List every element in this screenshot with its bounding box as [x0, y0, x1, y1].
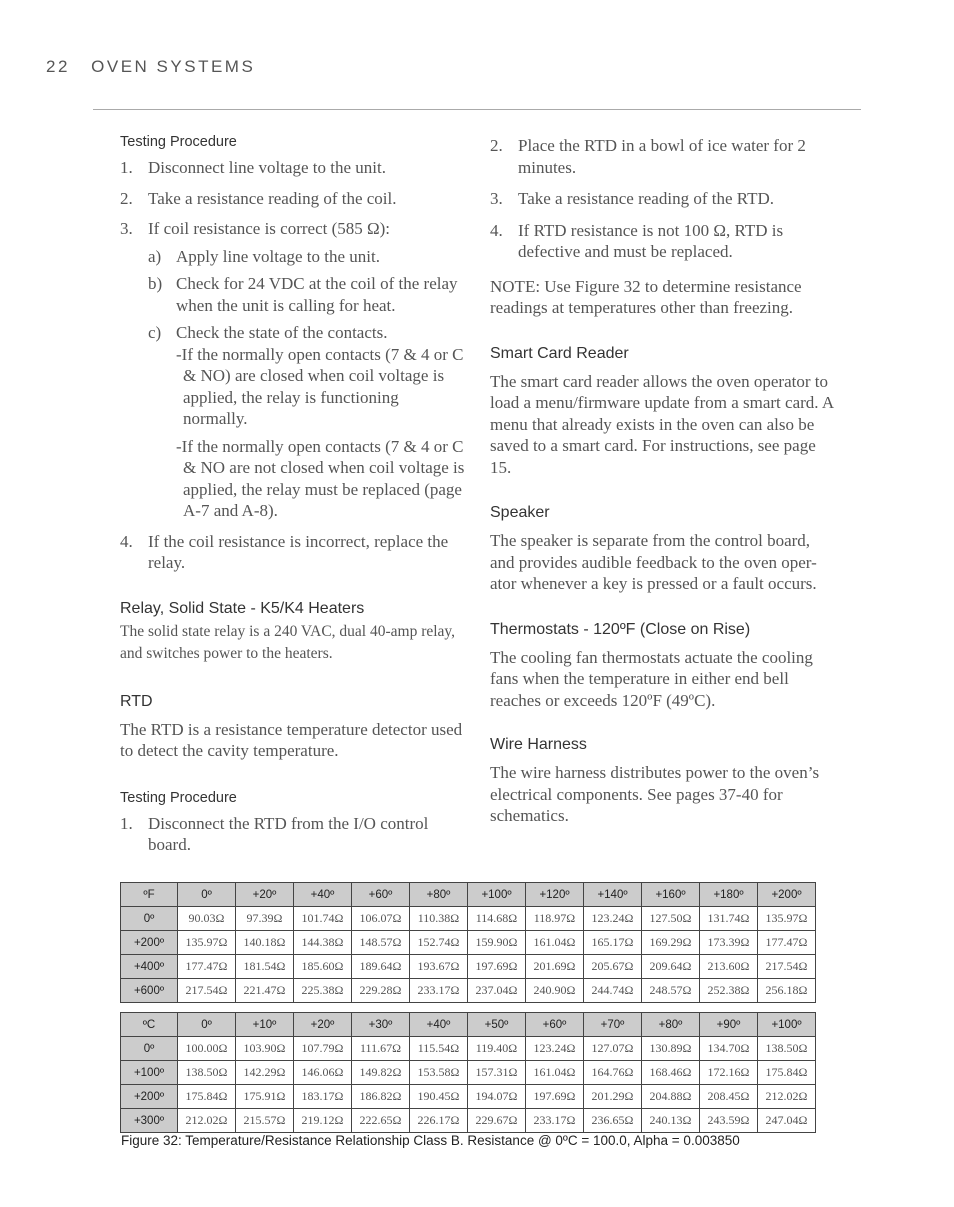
celsius-resistance-table [120, 1012, 816, 1133]
sub-steps [148, 246, 465, 522]
column-header: +100º [468, 883, 526, 907]
table-cell: 185.60Ω [294, 955, 352, 979]
table-cell: 152.74Ω [410, 931, 468, 955]
table-cell: 209.64Ω [642, 955, 700, 979]
table-cell: 115.54Ω [410, 1037, 468, 1061]
column-header: +140º [584, 883, 642, 907]
table-cell: 164.76Ω [584, 1061, 642, 1085]
table-cell: 243.59Ω [700, 1109, 758, 1133]
column-header: +20º [294, 1013, 352, 1037]
table-row [121, 1061, 816, 1085]
table-cell: 97.39Ω [236, 907, 294, 931]
table-cell: 110.38Ω [410, 907, 468, 931]
table-cell: 130.89Ω [642, 1037, 700, 1061]
row-header: +200º [121, 931, 178, 955]
table-cell: 190.45Ω [410, 1085, 468, 1109]
relay-text: The solid state relay is a 240 VAC, dual 40-amp relay, and switches power to the heaters. [120, 622, 456, 662]
step-text: Take a resistance reading of the coil. [148, 188, 397, 208]
list-item: 1. Disconnect line voltage to the unit. [120, 158, 386, 177]
table-cell: 215.57Ω [236, 1109, 294, 1133]
table-cell: 212.02Ω [758, 1085, 816, 1109]
table-cell: 140.18Ω [236, 931, 294, 955]
list-item: 1. Disconnect the RTD from the I/O control board. [120, 813, 429, 854]
speaker-text: The speaker is separate from the control board, and provides audible feedback to the oven oper- ator whenever a key is pressed or a fault occurs. [490, 531, 817, 593]
table-cell: 181.54Ω [236, 955, 294, 979]
column-header: +90º [700, 1013, 758, 1037]
table-cell: 107.79Ω [294, 1037, 352, 1061]
table-cell: 175.91Ω [236, 1085, 294, 1109]
table-header-row [121, 1013, 816, 1037]
table-row [121, 931, 816, 955]
thermostats-text: The cooling fan thermostats actuate the cooling fans when the temperature in either end bell reaches or exceeds 120ºF (49ºC). [490, 647, 813, 710]
table-cell: 247.04Ω [758, 1109, 816, 1133]
section-title: OVEN SYSTEMS [91, 57, 256, 76]
table-cell: 221.47Ω [236, 979, 294, 1003]
table-cell: 256.18Ω [758, 979, 816, 1003]
table-cell: 175.84Ω [178, 1085, 236, 1109]
page-header [46, 57, 255, 77]
table-row [121, 979, 816, 1003]
table-cell: 213.60Ω [700, 955, 758, 979]
step-text: Apply line voltage to the unit. [176, 246, 380, 266]
table-cell: 248.57Ω [642, 979, 700, 1003]
table-row [121, 1085, 816, 1109]
table-cell: 168.46Ω [642, 1061, 700, 1085]
table-cell: 118.97Ω [526, 907, 584, 931]
step-text: If the coil resistance is incorrect, replace the relay. [148, 531, 449, 572]
table-cell: 123.24Ω [584, 907, 642, 931]
table-cell: 240.13Ω [642, 1109, 700, 1133]
table-cell: 138.50Ω [758, 1037, 816, 1061]
table-cell: 90.03Ω [178, 907, 236, 931]
table-cell: 205.67Ω [584, 955, 642, 979]
table-cell: 229.67Ω [468, 1109, 526, 1133]
column-header: +160º [642, 883, 700, 907]
table-cell: 142.29Ω [236, 1061, 294, 1085]
relay-heading: Relay, Solid State - K5/K4 Heaters [120, 599, 365, 617]
table-cell: 240.90Ω [526, 979, 584, 1003]
list-item: 3. If coil resistance is correct (585 Ω): a) Apply line voltage to the unit. b) Check for 24 VDC at the coil of the relay when the unit is calling for heat. c) Check the state of the contacts. -If the normally open contacts (7 & 4 or C & NO) are closed when coil voltage is applied, the relay is functioning normally. -If the normally open contacts (7 & 4 or C & NO are not closed when coil voltage is applied, the relay must be replaced (page A-7 and A-8). [120, 219, 465, 520]
right-column [490, 130, 835, 827]
table-cell: 204.88Ω [642, 1085, 700, 1109]
table-cell: 138.50Ω [178, 1061, 236, 1085]
contact-note: -If the normally open contacts (7 & 4 or C & NO are not closed when coil voltage is applied, the relay must be replaced (page A-7 and A-8). [176, 436, 465, 520]
wire-harness-heading: Wire Harness [490, 736, 587, 753]
table-cell: 208.45Ω [700, 1085, 758, 1109]
table-cell: 244.74Ω [584, 979, 642, 1003]
coil-test-steps [120, 157, 465, 574]
column-header: +10º [236, 1013, 294, 1037]
table-cell: 233.17Ω [410, 979, 468, 1003]
note-text: NOTE: Use Figure 32 to determine resistance readings at temperatures other than freezing. [490, 276, 802, 317]
rtd-text: The RTD is a resistance temperature detector used to detect the cavity temperature. [120, 719, 463, 760]
table-cell: 217.54Ω [178, 979, 236, 1003]
table-cell: 127.07Ω [584, 1037, 642, 1061]
list-item: 2. Take a resistance reading of the coil. [120, 188, 397, 208]
table-cell: 226.17Ω [410, 1109, 468, 1133]
table-row [121, 1109, 816, 1133]
column-header: +30º [352, 1013, 410, 1037]
column-header: +200º [758, 883, 816, 907]
thermostats-heading: Thermostats - 120ºF (Close on Rise) [490, 620, 751, 638]
table-cell: 219.12Ω [294, 1109, 352, 1133]
table-cell: 127.50Ω [642, 907, 700, 931]
figure-caption: Figure 32: Temperature/Resistance Relationship Class B. Resistance @ 0ºC = 100.0, Alpha = 0.003850 [121, 1133, 740, 1148]
row-header: +300º [121, 1109, 178, 1133]
table-cell: 183.17Ω [294, 1085, 352, 1109]
table-cell: 146.06Ω [294, 1061, 352, 1085]
row-header: +200º [121, 1085, 178, 1109]
table-cell: 119.40Ω [468, 1037, 526, 1061]
table-cell: 114.68Ω [468, 907, 526, 931]
column-header: +100º [758, 1013, 816, 1037]
table-cell: 222.65Ω [352, 1109, 410, 1133]
table-cell: 193.67Ω [410, 955, 468, 979]
table-cell: 237.04Ω [468, 979, 526, 1003]
smart-card-heading: Smart Card Reader [490, 344, 629, 362]
table-cell: 173.39Ω [700, 931, 758, 955]
row-header: 0º [121, 907, 178, 931]
table-row [121, 1037, 816, 1061]
table-cell: 100.00Ω [178, 1037, 236, 1061]
column-header: +60º [352, 883, 410, 907]
rtd-test-steps-continued [490, 135, 835, 263]
table-cell: 161.04Ω [526, 931, 584, 955]
step-text: Check for 24 VDC at the coil of the relay when the unit is calling for heat. [176, 274, 458, 315]
column-header: +70º [584, 1013, 642, 1037]
table-cell: 157.31Ω [468, 1061, 526, 1085]
table-cell: 172.16Ω [700, 1061, 758, 1085]
step-text: Place the RTD in a bowl of ice water for 2 minutes. [518, 136, 806, 177]
table-cell: 189.64Ω [352, 955, 410, 979]
row-header: 0º [121, 1037, 178, 1061]
rtd-test-steps [120, 813, 465, 856]
table-cell: 197.69Ω [468, 955, 526, 979]
table-cell: 135.97Ω [178, 931, 236, 955]
column-header: 0º [178, 883, 236, 907]
list-item: 4. If the coil resistance is incorrect, replace the relay. [120, 531, 449, 572]
table-cell: 111.67Ω [352, 1037, 410, 1061]
table-cell: 131.74Ω [700, 907, 758, 931]
table-cell: 135.97Ω [758, 907, 816, 931]
table-cell: 252.38Ω [700, 979, 758, 1003]
table-cell: 123.24Ω [526, 1037, 584, 1061]
column-header: +40º [410, 1013, 468, 1037]
page-number: 22 [46, 57, 70, 76]
table-cell: 106.07Ω [352, 907, 410, 931]
table-cell: 201.29Ω [584, 1085, 642, 1109]
smart-card-text: The smart card reader allows the oven operator to load a menu/firmware update from a smart card. A menu that already exists in the oven can also be saved to a smart card. For instructions, see page 15. [490, 371, 834, 477]
list-item: 2. Place the RTD in a bowl of ice water for 2 minutes. [490, 136, 806, 177]
table-cell: 229.28Ω [352, 979, 410, 1003]
table-header-row [121, 883, 816, 907]
step-text: If coil resistance is correct (585 Ω): [148, 219, 391, 238]
left-column [120, 130, 465, 856]
table-cell: 186.82Ω [352, 1085, 410, 1109]
column-header: +80º [642, 1013, 700, 1037]
table-cell: 169.29Ω [642, 931, 700, 955]
testing-procedure-heading: Testing Procedure [120, 789, 237, 806]
table-cell: 217.54Ω [758, 955, 816, 979]
table-cell: 159.90Ω [468, 931, 526, 955]
table-cell: 153.58Ω [410, 1061, 468, 1085]
header-divider [93, 109, 861, 110]
step-text: Check the state of the contacts. [176, 323, 388, 342]
list-item: 4. If RTD resistance is not 100 Ω, RTD is defective and must be replaced. [490, 220, 784, 261]
table-cell: 212.02Ω [178, 1109, 236, 1133]
column-header: 0º [178, 1013, 236, 1037]
table-cell: 236.65Ω [584, 1109, 642, 1133]
resistance-tables [120, 882, 816, 1133]
fahrenheit-resistance-table [120, 882, 816, 1003]
table-cell: 103.90Ω [236, 1037, 294, 1061]
column-header: +60º [526, 1013, 584, 1037]
column-header: +40º [294, 883, 352, 907]
table-cell: 144.38Ω [294, 931, 352, 955]
table-corner-cell: ºF [121, 883, 178, 907]
column-header: +20º [236, 883, 294, 907]
table-cell: 101.74Ω [294, 907, 352, 931]
column-header: +180º [700, 883, 758, 907]
table-cell: 201.69Ω [526, 955, 584, 979]
table-cell: 194.07Ω [468, 1085, 526, 1109]
table-cell: 161.04Ω [526, 1061, 584, 1085]
list-item: a) Apply line voltage to the unit. [148, 246, 380, 266]
row-header: +100º [121, 1061, 178, 1085]
row-header: +400º [121, 955, 178, 979]
step-text: Disconnect the RTD from the I/O control board. [148, 813, 429, 854]
step-text: If RTD resistance is not 100 Ω, RTD is defective and must be replaced. [518, 220, 784, 261]
table-cell: 197.69Ω [526, 1085, 584, 1109]
step-text: Take a resistance reading of the RTD. [518, 189, 774, 208]
list-item: 3. Take a resistance reading of the RTD. [490, 189, 774, 208]
table-corner-cell: ºC [121, 1013, 178, 1037]
table-cell: 165.17Ω [584, 931, 642, 955]
table-cell: 233.17Ω [526, 1109, 584, 1133]
table-cell: 149.82Ω [352, 1061, 410, 1085]
column-header: +50º [468, 1013, 526, 1037]
row-header: +600º [121, 979, 178, 1003]
testing-procedure-heading: Testing Procedure [120, 134, 237, 150]
rtd-heading: RTD [120, 692, 153, 710]
table-row [121, 955, 816, 979]
column-header: +120º [526, 883, 584, 907]
list-item: b) Check for 24 VDC at the coil of the relay when the unit is calling for heat. [148, 274, 458, 315]
step-text: Disconnect line voltage to the unit. [148, 158, 386, 177]
table-cell: 225.38Ω [294, 979, 352, 1003]
table-cell: 148.57Ω [352, 931, 410, 955]
table-row [121, 907, 816, 931]
list-item: c) Check the state of the contacts. -If the normally open contacts (7 & 4 or C & NO) are closed when coil voltage is applied, the relay is functioning normally. -If the normally open contacts (7 & 4 or C & NO are not closed when coil voltage is applied, the relay must be replaced (page A-7 and A-8). [148, 323, 465, 520]
table-cell: 177.47Ω [758, 931, 816, 955]
table-cell: 175.84Ω [758, 1061, 816, 1085]
contact-note: -If the normally open contacts (7 & 4 or C & NO) are closed when coil voltage is applied, the relay is functioning normally. [176, 344, 464, 428]
table-cell: 134.70Ω [700, 1037, 758, 1061]
table-cell: 177.47Ω [178, 955, 236, 979]
speaker-heading: Speaker [490, 504, 550, 521]
wire-harness-text: The wire harness distributes power to the oven’s electrical components. See pages 37-40 for schematics. [490, 763, 820, 825]
column-header: +80º [410, 883, 468, 907]
